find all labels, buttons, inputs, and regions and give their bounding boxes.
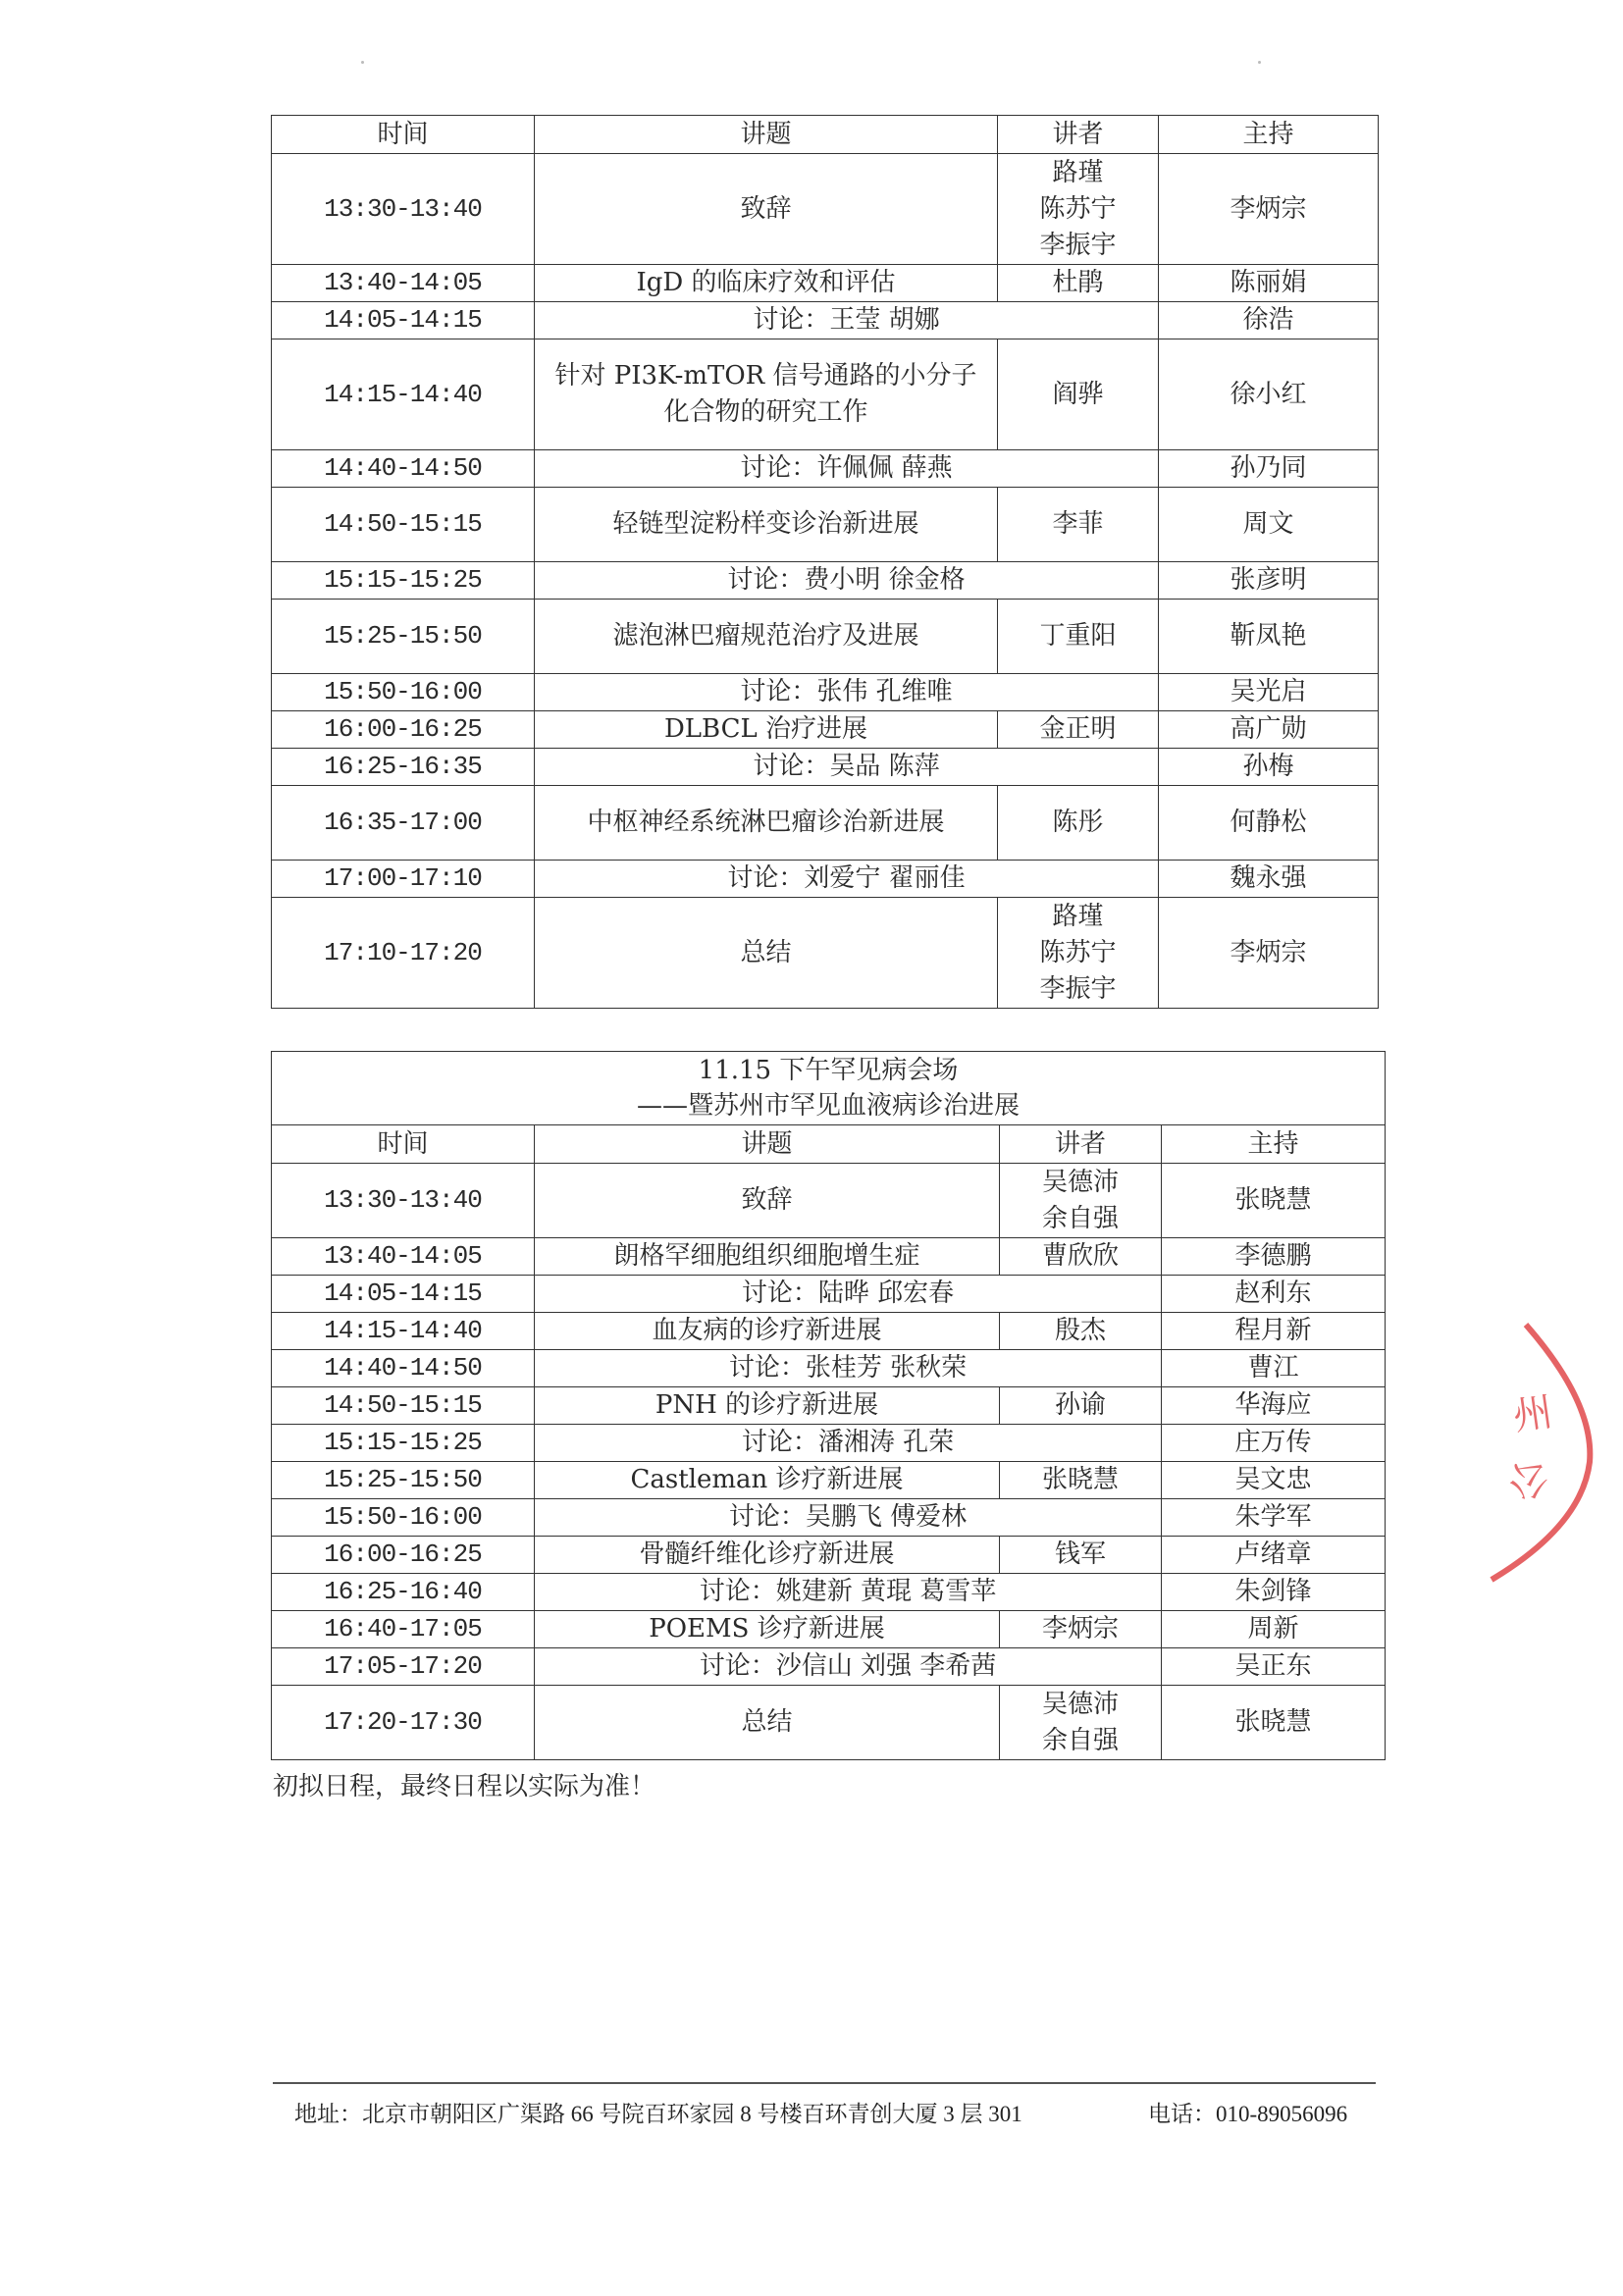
speaker-name: 丁重阳 — [1039, 621, 1117, 651]
table-row — [272, 562, 1379, 600]
time-cell: 16:40-17:05 — [272, 1611, 535, 1648]
schedule-table-2 — [271, 1051, 1386, 1760]
footer-phone: 电话：010-89056096 — [1148, 2102, 1348, 2126]
topic-cell: 滤泡淋巴瘤规范治疗及进展 — [535, 600, 998, 674]
speaker-name: 陈苏宁 — [1039, 937, 1117, 967]
svg-text:公: 公 — [1509, 1457, 1548, 1502]
discussion-cell: 讨论：沙信山 刘强 李希茜 — [535, 1648, 1162, 1686]
table-row — [272, 861, 1379, 898]
table-row — [272, 1499, 1386, 1537]
speaker-name: 吴德沛 — [1041, 1689, 1119, 1719]
table-row — [272, 1425, 1386, 1462]
time-cell: 15:50-16:00 — [272, 674, 535, 711]
speaker-cell — [998, 711, 1159, 749]
table-row — [272, 1350, 1386, 1387]
host-cell: 何静松 — [1159, 786, 1379, 861]
speaker-name: 陈彤 — [1052, 808, 1104, 837]
header-host: 主持 — [1162, 1125, 1386, 1164]
speaker-cell — [998, 265, 1159, 302]
topic-cell: 血友病的诊疗新进展 — [535, 1313, 1000, 1350]
host-cell: 李炳宗 — [1159, 898, 1379, 1009]
time-cell: 17:10-17:20 — [272, 898, 535, 1009]
table-row — [272, 1537, 1386, 1574]
table-row — [272, 898, 1379, 1009]
discussion-cell: 讨论：费小明 徐金格 — [535, 562, 1159, 600]
discussion-cell: 讨论：吴品 陈萍 — [535, 749, 1159, 786]
table1-body — [272, 116, 1379, 1009]
table-row — [272, 154, 1379, 265]
table-row — [272, 1276, 1386, 1313]
host-cell: 华海应 — [1162, 1387, 1386, 1425]
speaker-name: 陈苏宁 — [1039, 193, 1117, 224]
host-cell: 李德鹏 — [1162, 1238, 1386, 1276]
time-cell: 14:05-14:15 — [272, 302, 535, 339]
time-cell: 15:15-15:25 — [272, 1425, 535, 1462]
red-seal-stamp-icon — [1472, 1295, 1623, 1590]
header-topic: 讲题 — [535, 116, 998, 154]
speaker-cell — [1000, 1462, 1162, 1499]
host-cell: 李炳宗 — [1159, 154, 1379, 265]
speaker-name: 阎骅 — [1052, 379, 1104, 409]
speaker-cell — [1000, 1313, 1162, 1350]
speaker-cell — [998, 786, 1159, 861]
host-cell: 孙梅 — [1159, 749, 1379, 786]
speaker-name: 李炳宗 — [1041, 1614, 1119, 1644]
table-title — [272, 1052, 1386, 1125]
table-row — [272, 600, 1379, 674]
header-speaker: 讲者 — [1000, 1125, 1162, 1164]
time-cell: 16:25-16:40 — [272, 1574, 535, 1611]
svg-text:州: 州 — [1510, 1389, 1556, 1440]
time-cell: 13:40-14:05 — [272, 265, 535, 302]
topic-cell: 中枢神经系统淋巴瘤诊治新进展 — [535, 786, 998, 861]
table-row — [272, 1238, 1386, 1276]
host-cell: 吴光启 — [1159, 674, 1379, 711]
topic-cell: POEMS 诊疗新进展 — [535, 1611, 1000, 1648]
topic-cell: IgD 的临床疗效和评估 — [535, 265, 998, 302]
topic-cell: PNH 的诊疗新进展 — [535, 1387, 1000, 1425]
host-cell: 陈丽娟 — [1159, 265, 1379, 302]
discussion-cell: 讨论：刘爱宁 翟丽佳 — [535, 861, 1159, 898]
table-row — [272, 1462, 1386, 1499]
speaker-name: 曹欣欣 — [1041, 1241, 1119, 1271]
table-row — [272, 265, 1379, 302]
time-cell: 14:05-14:15 — [272, 1276, 535, 1313]
host-cell: 程月新 — [1162, 1313, 1386, 1350]
speaker-cell — [1000, 1164, 1162, 1238]
discussion-cell: 讨论：潘湘涛 孔荣 — [535, 1425, 1162, 1462]
table-row — [272, 674, 1379, 711]
table-row — [272, 711, 1379, 749]
speaker-name: 殷杰 — [1054, 1316, 1106, 1345]
time-cell: 17:00-17:10 — [272, 861, 535, 898]
table-row — [272, 1611, 1386, 1648]
table-row — [272, 786, 1379, 861]
topic-cell: 致辞 — [535, 154, 998, 265]
header-host: 主持 — [1159, 116, 1379, 154]
topic-line: 化合物的研究工作 — [663, 397, 868, 427]
host-cell: 徐浩 — [1159, 302, 1379, 339]
speaker-cell — [998, 154, 1159, 265]
discussion-cell: 讨论：许佩佩 薛燕 — [535, 450, 1159, 488]
host-cell: 吴正东 — [1162, 1648, 1386, 1686]
time-cell: 16:00-16:25 — [272, 711, 535, 749]
time-cell: 15:25-15:50 — [272, 600, 535, 674]
footer-divider — [273, 2082, 1376, 2084]
table-row — [272, 749, 1379, 786]
discussion-cell: 讨论：陆晔 邱宏春 — [535, 1276, 1162, 1313]
table-row — [272, 1387, 1386, 1425]
host-cell: 庄万传 — [1162, 1425, 1386, 1462]
discussion-cell: 讨论：吴鹏飞 傅爱林 — [535, 1499, 1162, 1537]
speaker-name: 路瑾 — [1052, 901, 1104, 931]
speaker-name: 李菲 — [1052, 509, 1104, 539]
host-cell: 张晓慧 — [1162, 1164, 1386, 1238]
time-cell: 14:50-15:15 — [272, 1387, 535, 1425]
header-time: 时间 — [272, 1125, 535, 1164]
speaker-name: 余自强 — [1041, 1203, 1119, 1233]
topic-cell: 总结 — [535, 1686, 1000, 1760]
speaker-cell — [998, 488, 1159, 562]
time-cell: 14:40-14:50 — [272, 450, 535, 488]
time-cell: 14:15-14:40 — [272, 339, 535, 450]
time-cell: 15:15-15:25 — [272, 562, 535, 600]
speaker-cell — [1000, 1387, 1162, 1425]
topic-cell: 致辞 — [535, 1164, 1000, 1238]
speaker-cell — [1000, 1238, 1162, 1276]
host-cell: 张彦明 — [1159, 562, 1379, 600]
table-row — [272, 1686, 1386, 1760]
time-cell: 17:05-17:20 — [272, 1648, 535, 1686]
header-row — [272, 116, 1379, 154]
footer-address: 地址：北京市朝阳区广渠路 66 号院百环家园 8 号楼百环青创大厦 3 层 301 — [294, 2102, 1022, 2126]
header-topic: 讲题 — [535, 1125, 1000, 1164]
session-subtitle: ——暨苏州市罕见血液病诊治进展 — [637, 1091, 1021, 1121]
discussion-cell: 讨论：张桂芳 张秋荣 — [535, 1350, 1162, 1387]
table-row — [272, 1313, 1386, 1350]
session-title: 11.15 下午罕见病会场 — [698, 1056, 959, 1085]
host-cell: 孙乃同 — [1159, 450, 1379, 488]
disclaimer-note: 初拟日程，最终日程以实际为准！ — [273, 1772, 656, 1801]
speaker-name: 李振宇 — [1039, 973, 1117, 1004]
table-row — [272, 488, 1379, 562]
host-cell: 魏永强 — [1159, 861, 1379, 898]
scan-speck — [1258, 61, 1261, 64]
topic-cell: 朗格罕细胞组织细胞增生症 — [535, 1238, 1000, 1276]
host-cell: 朱学军 — [1162, 1499, 1386, 1537]
time-cell: 16:35-17:00 — [272, 786, 535, 861]
host-cell: 卢绪章 — [1162, 1537, 1386, 1574]
topic-cell — [535, 339, 998, 450]
host-cell: 周新 — [1162, 1611, 1386, 1648]
table-title-row — [272, 1052, 1386, 1125]
schedule-table-1 — [271, 115, 1379, 1009]
speaker-cell — [998, 339, 1159, 450]
table-row — [272, 1164, 1386, 1238]
time-cell: 14:40-14:50 — [272, 1350, 535, 1387]
discussion-cell: 讨论：王莹 胡娜 — [535, 302, 1159, 339]
topic-cell: Castleman 诊疗新进展 — [535, 1462, 1000, 1499]
speaker-name: 钱军 — [1054, 1539, 1106, 1569]
speaker-name: 吴德沛 — [1041, 1167, 1119, 1197]
host-cell: 赵利东 — [1162, 1276, 1386, 1313]
table-row — [272, 1648, 1386, 1686]
host-cell: 徐小红 — [1159, 339, 1379, 450]
time-cell: 14:15-14:40 — [272, 1313, 535, 1350]
speaker-name: 孙谕 — [1054, 1390, 1106, 1420]
topic-cell: 总结 — [535, 898, 998, 1009]
discussion-cell: 讨论：张伟 孔维唯 — [535, 674, 1159, 711]
table2-body — [272, 1052, 1386, 1760]
topic-cell: 轻链型淀粉样变诊治新进展 — [535, 488, 998, 562]
scan-speck — [361, 61, 364, 64]
speaker-cell — [998, 898, 1159, 1009]
speaker-name: 张晓慧 — [1041, 1465, 1119, 1494]
speaker-cell — [1000, 1537, 1162, 1574]
time-cell: 13:30-13:40 — [272, 154, 535, 265]
time-cell: 14:50-15:15 — [272, 488, 535, 562]
discussion-cell: 讨论：姚建新 黄琨 葛雪苹 — [535, 1574, 1162, 1611]
speaker-name: 李振宇 — [1039, 230, 1117, 260]
table-row — [272, 1574, 1386, 1611]
time-cell: 15:50-16:00 — [272, 1499, 535, 1537]
topic-cell: DLBCL 治疗进展 — [535, 711, 998, 749]
header-speaker: 讲者 — [998, 116, 1159, 154]
host-cell: 曹江 — [1162, 1350, 1386, 1387]
speaker-cell — [998, 600, 1159, 674]
topic-line: 针对 PI3K-mTOR 信号通路的小分子 — [554, 361, 977, 391]
host-cell: 朱剑锋 — [1162, 1574, 1386, 1611]
speaker-cell — [1000, 1611, 1162, 1648]
host-cell: 高广勋 — [1159, 711, 1379, 749]
time-cell: 13:30-13:40 — [272, 1164, 535, 1238]
table-row — [272, 450, 1379, 488]
time-cell: 13:40-14:05 — [272, 1238, 535, 1276]
time-cell: 16:00-16:25 — [272, 1537, 535, 1574]
host-cell: 吴文忠 — [1162, 1462, 1386, 1499]
time-cell: 15:25-15:50 — [272, 1462, 535, 1499]
header-row — [272, 1125, 1386, 1164]
speaker-name: 金正明 — [1039, 714, 1117, 744]
speaker-name: 杜鹃 — [1052, 268, 1104, 297]
header-time: 时间 — [272, 116, 535, 154]
topic-cell: 骨髓纤维化诊疗新进展 — [535, 1537, 1000, 1574]
table-row — [272, 302, 1379, 339]
time-cell: 17:20-17:30 — [272, 1686, 535, 1760]
speaker-cell — [1000, 1686, 1162, 1760]
time-cell: 16:25-16:35 — [272, 749, 535, 786]
host-cell: 靳凤艳 — [1159, 600, 1379, 674]
table-row — [272, 339, 1379, 450]
speaker-name: 路瑾 — [1052, 157, 1104, 187]
host-cell: 周文 — [1159, 488, 1379, 562]
speaker-name: 余自强 — [1041, 1725, 1119, 1755]
host-cell: 张晓慧 — [1162, 1686, 1386, 1760]
